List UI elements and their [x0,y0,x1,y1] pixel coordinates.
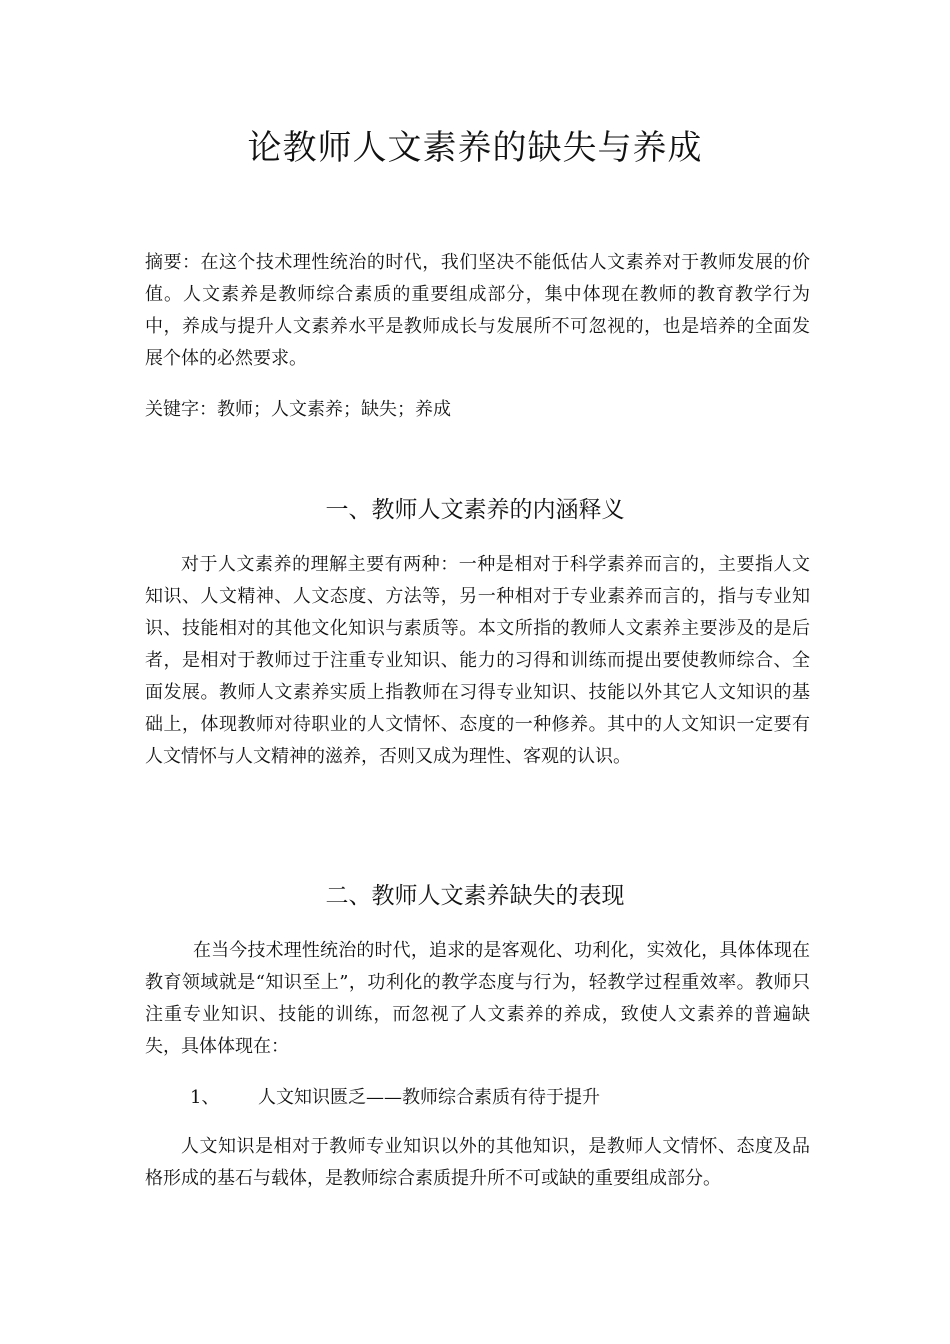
section-2-paragraph: 在当今技术理性统治的时代，追求的是客观化、功利化，实效化，具体体现在教育领域就是“知识至上”，功利化的教学态度与行为，轻教学过程重效率。教师只注重专业知识、技能的训练，而忽视了人文素养的养成，致使人文素养的普遍缺失，具体体现在： [145,940,810,1057]
document-title: 论教师人文素养的缺失与养成 [247,128,703,168]
section-heading-2: 二、教师人文素养缺失的表现 [325,883,625,909]
subsection-title: 人文知识匮乏——教师综合素质有待于提升 [258,1087,600,1108]
subsection-number: 1、 [190,1087,220,1108]
abstract-paragraph: 摘要：在这个技术理性统治的时代，我们坚决不能低估人文素养对于教师发展的价值。人文素养是教师综合素质的重要组成部分，集中体现在教师的教育教学行为中，养成与提升人文素养水平是教师成长与发展所不可忽视的，也是培养的全面发展个体的必然要求。 [145,252,810,369]
keywords-line: 关键字：教师；人文素养；缺失；养成 [145,399,451,420]
subsection-heading-1 [190,1082,600,1114]
section-heading-1: 一、教师人文素养的内涵释义 [325,497,625,523]
section-1-paragraph: 对于人文素养的理解主要有两种：一种是相对于科学素养而言的，主要指人文知识、人文精神、人文态度、方法等，另一种相对于专业素养而言的，指与专业知识、技能相对的其他文化知识与素质等。本文所指的教师人文素养主要涉及的是后者，是相对于教师过于注重专业知识、能力的习得和训练而提出要使教师综合、全面发展。教师人文素养实质上指教师在习得专业知识、技能以外其它人文知识的基础上，体现教师对待职业的人文情怀、态度的一种修养。其中的人文知识一定要有人文情怀与人文精神的滋养，否则又成为理性、客观的认识。 [145,554,810,767]
subsection-1-paragraph: 人文知识是相对于教师专业知识以外的其他知识，是教师人文情怀、态度及品格形成的基石与载体，是教师综合素质提升所不可或缺的重要组成部分。 [145,1136,810,1189]
